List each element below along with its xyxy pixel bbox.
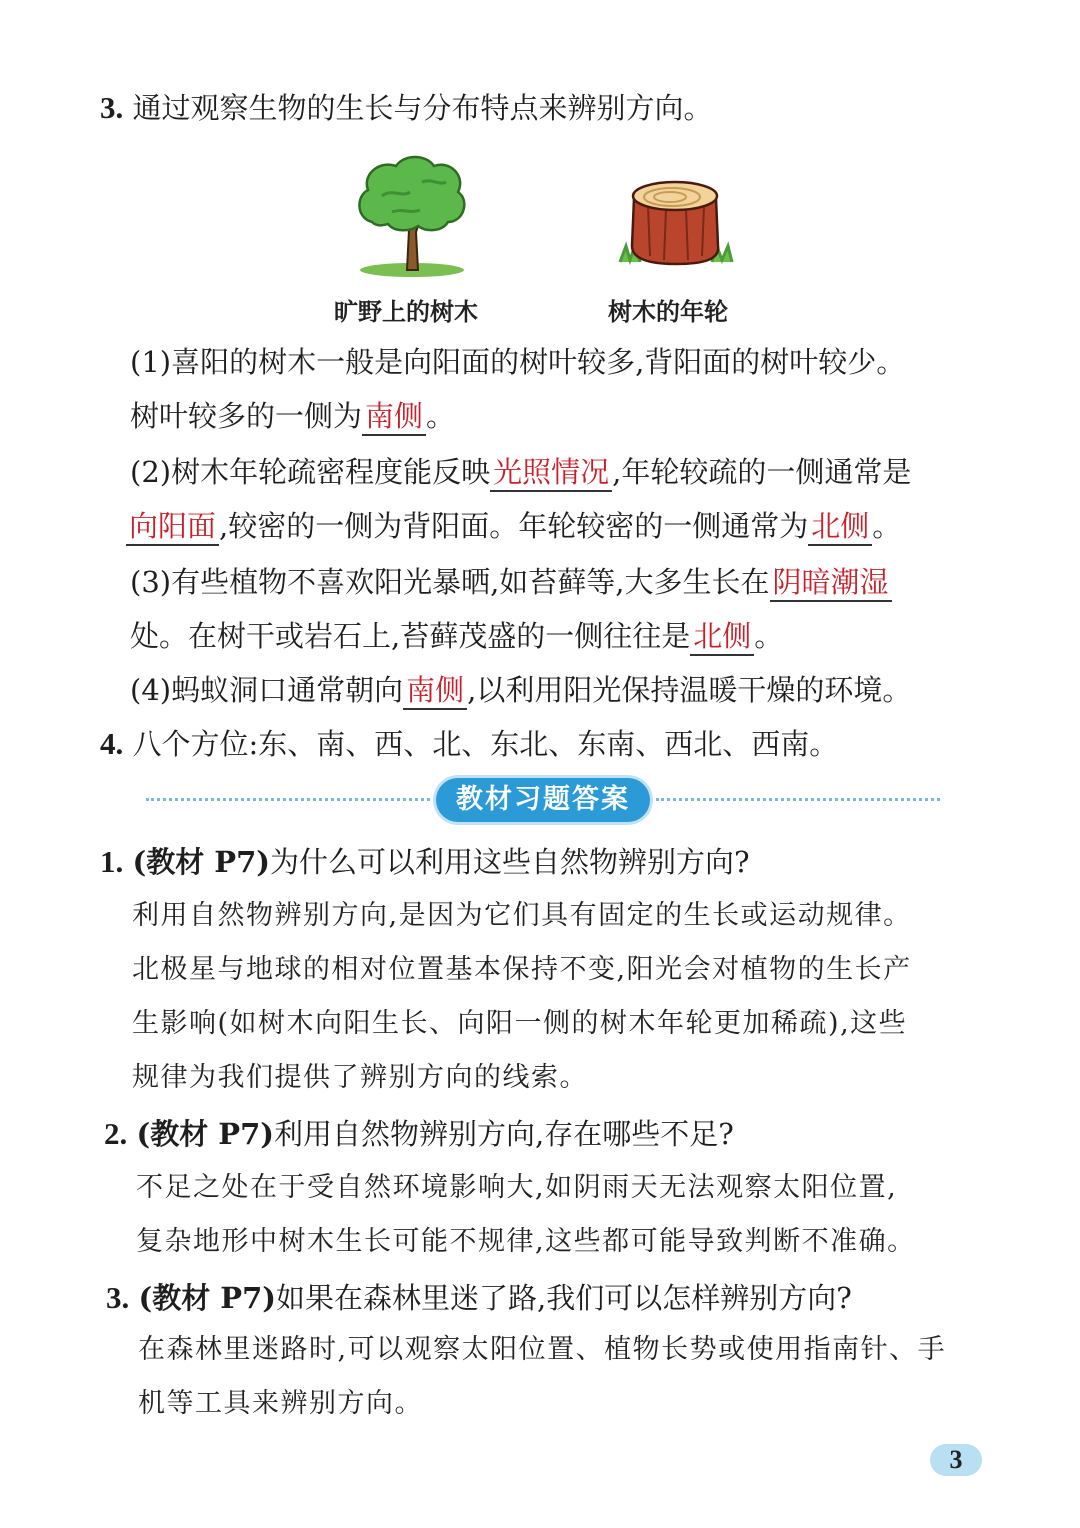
question-2	[104, 1114, 734, 1154]
section-title: 通过观察生物的生长与分布特点来辨别方向。	[132, 91, 713, 125]
answer-blank: 阴暗潮湿	[770, 564, 892, 602]
item-2-text: 。	[872, 509, 902, 543]
question-1-answer-line: 生影响(如树木向阳生长、向阳一侧的树木年轮更加稀疏),这些	[132, 1008, 908, 1039]
question-number: 3.	[106, 1280, 130, 1315]
item-2-text: (2)树木年轮疏密程度能反映	[130, 455, 491, 489]
question-1-answer-line: 北极星与地球的相对位置基本保持不变,阳光会对植物的生长产	[132, 954, 912, 985]
section-number: 3.	[100, 90, 124, 125]
item-3-text: (3)有些植物不喜欢阳光暴晒,如苔藓等,大多生长在	[130, 565, 770, 599]
answers-banner: 教材习题答案	[436, 778, 650, 822]
page-number: 3	[930, 1444, 982, 1476]
item-2-text: ,年轮较疏的一侧通常是	[612, 455, 912, 489]
question-1	[100, 842, 750, 882]
item-1-line-2	[130, 396, 455, 436]
tree-illustration	[352, 152, 472, 280]
item-4-text: (4)蚂蚁洞口通常朝向	[130, 673, 404, 707]
item-2-line-1	[130, 452, 911, 492]
question-1-answer-line: 利用自然物辨别方向,是因为它们具有固定的生长或运动规律。	[132, 900, 912, 931]
question-3	[106, 1278, 852, 1318]
question-number: 2.	[104, 1116, 128, 1151]
question-2-answer-line: 复杂地形中树木生长可能不规律,这些都可能导致判断不准确。	[136, 1226, 916, 1257]
answer-blank: 南侧	[362, 398, 426, 436]
banner-dotted-rule-left	[146, 798, 430, 801]
question-source: (教材 P7)	[136, 1117, 274, 1151]
section-3-heading	[100, 88, 712, 128]
item-4-line	[130, 670, 911, 710]
question-1-answer-line: 规律为我们提供了辨别方向的线索。	[132, 1062, 588, 1093]
section-4-text: 八个方位:东、南、西、北、东北、东南、西北、西南。	[132, 727, 839, 761]
answer-blank: 北侧	[808, 508, 872, 546]
question-2-answer-line: 不足之处在于受自然环境影响大,如阴雨天无法观察太阳位置,	[136, 1172, 898, 1203]
item-2-line-2	[126, 506, 901, 546]
tree-caption: 旷野上的树木	[334, 298, 478, 326]
question-text: 为什么可以利用这些自然物辨别方向?	[270, 845, 750, 879]
answer-blank: 北侧	[690, 618, 754, 656]
question-3-answer-line: 在森林里迷路时,可以观察太阳位置、植物长势或使用指南针、手	[138, 1334, 947, 1365]
section-number: 4.	[100, 726, 124, 761]
item-1-text: 树叶较多的一侧为	[130, 399, 363, 433]
stump-caption: 树木的年轮	[608, 298, 728, 326]
item-3-text: 处。在树干或岩石上,苔藓茂盛的一侧往往是	[130, 619, 691, 653]
item-1-text: (1)喜阳的树木一般是向阳面的树叶较多,背阳面的树叶较少。	[130, 345, 906, 379]
section-4-line	[100, 724, 838, 764]
answer-blank: 南侧	[403, 672, 467, 710]
item-3-line-2	[130, 616, 783, 656]
item-1-text: 。	[426, 399, 456, 433]
stump-illustration	[612, 176, 740, 268]
item-3-text: 。	[754, 619, 784, 653]
answer-blank: 光照情况	[490, 454, 612, 492]
item-4-text: ,以利用阳光保持温暖干燥的环境。	[467, 673, 912, 707]
banner-dotted-rule-right	[656, 798, 940, 801]
item-2-text: ,较密的一侧为背阳面。年轮较密的一侧通常为	[219, 509, 809, 543]
tree-crown	[359, 157, 464, 230]
item-1-line-1	[130, 342, 905, 382]
question-source: (教材 P7)	[138, 1281, 276, 1315]
answer-blank: 向阳面	[126, 508, 219, 546]
question-text: 利用自然物辨别方向,存在哪些不足?	[274, 1117, 734, 1151]
question-text: 如果在森林里迷了路,我们可以怎样辨别方向?	[276, 1281, 852, 1315]
question-number: 1.	[100, 844, 124, 879]
question-3-answer-line: 机等工具来辨别方向。	[138, 1388, 423, 1419]
question-source: (教材 P7)	[132, 845, 270, 879]
item-3-line-1	[130, 562, 892, 602]
